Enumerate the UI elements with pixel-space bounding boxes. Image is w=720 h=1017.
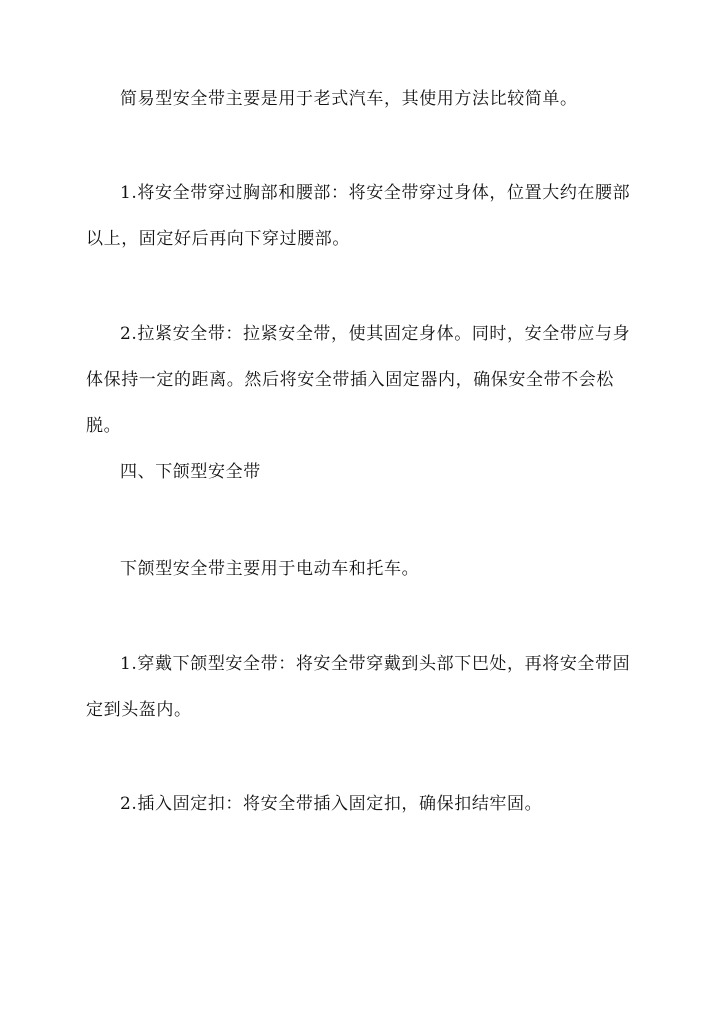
paragraph-chin-belt-intro: 下颌型安全带主要用于电动车和托车。 (120, 559, 420, 579)
paragraph-step-2-tighten: 2.拉紧安全带：拉紧安全带，使其固定身体。同时，安全带应与身体保持一定的距离。然后将安全带插入固定器内，确保安全带不会松脱。 (86, 324, 631, 436)
paragraph-chin-step-2-buckle: 2.插入固定扣：将安全带插入固定扣，确保扣结牢固。 (120, 794, 543, 814)
paragraph-chin-step-1-wear: 1.穿戴下颌型安全带：将安全带穿戴到头部下巴处，再将安全带固定到头盔内。 (86, 654, 631, 720)
paragraph-simple-belt-intro: 简易型安全带主要是用于老式汽车，其使用方法比较简单。 (120, 89, 578, 109)
paragraph-step-1-chest-waist: 1.将安全带穿过胸部和腰部：将安全带穿过身体，位置大约在腰部以上，固定好后再向下穿过腰部。 (86, 183, 631, 249)
section-heading-chin-belt: 四、下颌型安全带 (120, 462, 261, 482)
